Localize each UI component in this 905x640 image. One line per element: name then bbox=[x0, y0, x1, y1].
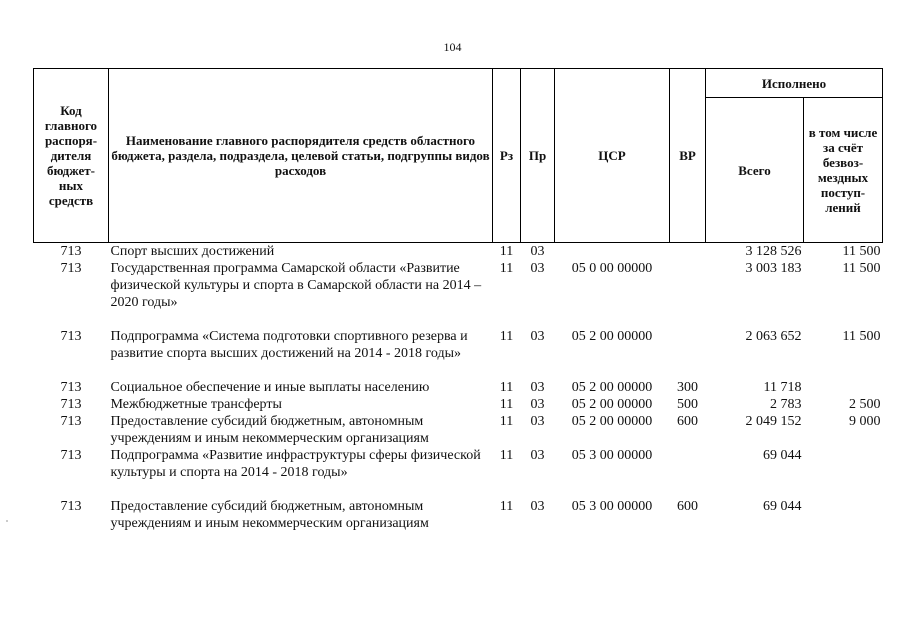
header-csr: ЦСР bbox=[555, 69, 670, 243]
cell-gratuitous: 11 500 bbox=[842, 244, 881, 259]
cell-code: 713 bbox=[60, 397, 82, 412]
cell-pr: 03 bbox=[530, 244, 545, 259]
header-name: Наименование главного распорядителя средств областного бюджета, раздела, подраздела, целевой статьи, подгруппы видов расходов bbox=[109, 69, 493, 243]
cell-code: 713 bbox=[60, 448, 82, 463]
page-number: 104 bbox=[443, 40, 462, 54]
cell-csr bbox=[555, 243, 670, 261]
cell-name: Спорт высших достижений bbox=[110, 244, 275, 259]
cell-rz: 11 bbox=[499, 329, 514, 344]
cell-pr: 03 bbox=[530, 499, 545, 514]
cell-csr: 05 2 00 00000 bbox=[571, 380, 653, 395]
cell-csr: 05 2 00 00000 bbox=[571, 329, 653, 344]
cell-pr: 03 bbox=[530, 448, 545, 463]
cell-gratuitous: 11 500 bbox=[842, 261, 881, 276]
header-code: Код главного распоря-дителя бюджет-ных средств bbox=[34, 69, 109, 243]
cell-total: 3 128 526 bbox=[745, 244, 802, 259]
cell-rz: 11 bbox=[499, 261, 514, 276]
cell-name: Государственная программа Самарской области «Развитие физической культуры и спорта в Самарской области на 2014 – 2020 годы» bbox=[110, 261, 482, 310]
scan-speck bbox=[6, 520, 8, 522]
header-vr: ВР bbox=[670, 69, 706, 243]
cell-rz: 11 bbox=[499, 244, 514, 259]
cell-pr: 03 bbox=[530, 380, 545, 395]
cell-csr: 05 3 00 00000 bbox=[571, 499, 653, 514]
cell-gratuitous: 9 000 bbox=[849, 414, 881, 429]
cell-code: 713 bbox=[60, 244, 82, 259]
cell-rz: 11 bbox=[499, 397, 514, 412]
cell-name: Предоставление субсидий бюджетным, автономным учреждениям и иным некоммерческим организациям bbox=[110, 414, 429, 446]
table-row bbox=[34, 243, 883, 261]
cell-rz: 11 bbox=[499, 448, 514, 463]
cell-total: 2 049 152 bbox=[745, 414, 802, 429]
cell-vr bbox=[670, 243, 706, 261]
cell-total: 2 783 bbox=[770, 397, 802, 412]
cell-pr: 03 bbox=[530, 261, 545, 276]
cell-rz: 11 bbox=[499, 499, 514, 514]
header-executed: Исполнено bbox=[706, 69, 883, 98]
table-row bbox=[34, 413, 883, 447]
cell-vr bbox=[670, 447, 706, 498]
header-gratuitous: в том числе за счёт безвоз-мездных поступ-лений bbox=[804, 98, 883, 243]
table-row bbox=[34, 260, 883, 328]
cell-vr: 600 bbox=[677, 414, 698, 429]
table-row bbox=[34, 379, 883, 396]
header-rz: Рз bbox=[493, 69, 521, 243]
cell-vr: 300 bbox=[677, 380, 698, 395]
cell-csr: 05 2 00 00000 bbox=[571, 414, 653, 429]
cell-name: Подпрограмма «Развитие инфраструктуры сферы физической культуры и спорта на 2014 - 2018 годы» bbox=[110, 448, 481, 480]
cell-gratuitous: 11 500 bbox=[842, 329, 881, 344]
header-total: Всего bbox=[706, 98, 804, 243]
cell-vr: 600 bbox=[677, 499, 698, 514]
table-row bbox=[34, 498, 883, 532]
cell-name: Подпрограмма «Система подготовки спортивного резерва и развитие спорта высших достижений на 2014 - 2018 годы» bbox=[110, 329, 468, 361]
cell-code: 713 bbox=[60, 261, 82, 276]
cell-name: Социальное обеспечение и иные выплаты населению bbox=[110, 380, 430, 395]
cell-vr bbox=[670, 260, 706, 328]
cell-rz: 11 bbox=[499, 380, 514, 395]
cell-pr: 03 bbox=[530, 397, 545, 412]
cell-gratuitous: 2 500 bbox=[849, 397, 881, 412]
header-row-top bbox=[34, 69, 883, 98]
cell-vr: 500 bbox=[677, 397, 698, 412]
header-pr: Пр bbox=[521, 69, 555, 243]
cell-name: Предоставление субсидий бюджетным, автономным учреждениям и иным некоммерческим организациям bbox=[110, 499, 429, 531]
cell-code: 713 bbox=[60, 329, 82, 344]
cell-gratuitous bbox=[804, 498, 883, 532]
cell-total: 3 003 183 bbox=[745, 261, 802, 276]
cell-vr bbox=[670, 328, 706, 379]
cell-gratuitous bbox=[804, 379, 883, 396]
table-row bbox=[34, 328, 883, 379]
cell-total: 69 044 bbox=[763, 499, 802, 514]
cell-total: 2 063 652 bbox=[745, 329, 802, 344]
cell-total: 69 044 bbox=[763, 448, 802, 463]
cell-name: Межбюджетные трансферты bbox=[110, 397, 282, 412]
cell-code: 713 bbox=[60, 380, 82, 395]
cell-code: 713 bbox=[60, 414, 82, 429]
cell-csr: 05 0 00 00000 bbox=[571, 261, 653, 276]
cell-total: 11 718 bbox=[763, 380, 802, 395]
expenditure-table bbox=[33, 68, 883, 532]
table-row bbox=[34, 396, 883, 413]
cell-pr: 03 bbox=[530, 329, 545, 344]
cell-code: 713 bbox=[60, 499, 82, 514]
cell-pr: 03 bbox=[530, 414, 545, 429]
cell-gratuitous bbox=[804, 447, 883, 498]
cell-csr: 05 2 00 00000 bbox=[571, 397, 653, 412]
table-row bbox=[34, 447, 883, 498]
cell-csr: 05 3 00 00000 bbox=[571, 448, 653, 463]
cell-rz: 11 bbox=[499, 414, 514, 429]
